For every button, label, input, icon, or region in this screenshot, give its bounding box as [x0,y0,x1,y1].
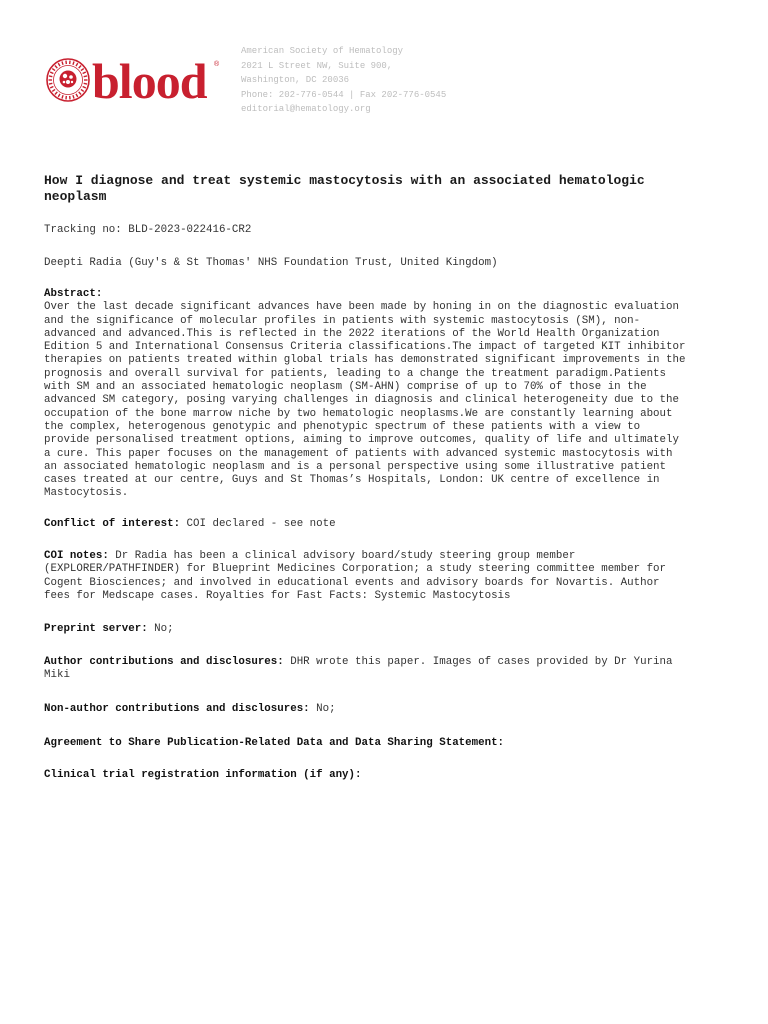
ring-lettering-mark [84,76,87,77]
preprint-value: No; [147,623,174,635]
coi-value: COI declared - see note [180,518,336,530]
clinical-trial-registration [44,769,734,782]
ring-lettering-mark [50,72,53,73]
ring-lettering-mark [76,94,78,97]
logo-wordmark: blood [92,53,207,108]
ring-lettering-mark [73,61,74,64]
abstract-line: advanced SM category, posing varying challenges in diagnosis and clinical heterogeneity due to the [44,394,679,407]
publisher-address [241,44,446,117]
title-line: neoplasm [44,189,107,204]
conflict-of-interest [44,518,734,531]
ring-lettering-mark [62,61,63,64]
ring-lettering-mark [50,87,53,88]
abstract-line: provide personalised treatment options, aiming to improve outcomes, quality of life and ultimately [44,434,679,447]
ring-lettering-mark [55,66,57,69]
abstract-line: and the significance of molecular profiles in patients with systemic mastocytosis (SM), non- [44,314,641,327]
contributions-first-line: DHR wrote this paper. Images of cases provided by Dr Yurina [283,656,673,668]
non-author-contributions [44,703,734,716]
abstract-body [44,301,734,500]
article-title [44,173,734,205]
ring-lettering-mark [49,83,52,84]
clinical-trial-label: Clinical trial registration information (if any): [44,769,362,781]
abstract-line: cases treated at our centre, Guys and St Thomas’s Hospitals, London: UK centre of excellence in [44,474,660,487]
address-line: Washington, DC 20036 [241,75,350,86]
blood-logo-icon [44,52,224,108]
coi-notes-line: Cogent Biosciences; and involved in educational events and advisory boards for Novartis. Author [44,576,660,589]
coi-notes-label: COI notes: [44,550,109,562]
non-author-label: Non-author contributions and disclosures: [44,703,310,715]
ring-lettering-mark [58,94,60,97]
address-email[interactable]: editorial@hematology.org [241,104,371,115]
preprint-server [44,623,734,636]
author-affiliation [44,257,734,270]
ring-lettering-mark [55,92,57,95]
author-text: Deepti Radia (Guy's & St Thomas' NHS Foundation Trust, United Kingdom) [44,257,498,269]
address-line: American Society of Hematology [241,46,404,56]
ring-lettering-mark [83,87,86,88]
tracking-number [44,224,734,237]
abstract-label: Abstract: [44,288,103,300]
coi-notes-line: (EXPLORER/PATHFINDER) for Blueprint Medicines Corporation; a study steering committee member for [44,563,667,576]
abstract-line: Mastocytosis. [44,487,129,500]
abstract-line: the complex, heterogenous genotypic and phenotypic spectrum of these patients with a view to [44,420,641,433]
registered-mark: ® [214,61,220,68]
non-author-value: No; [309,703,336,715]
address-line: Phone: 202-776-0544 | Fax 202-776-0545 [241,89,447,100]
address-line: 2021 L Street NW, Suite 900, [241,60,393,71]
author-contributions [44,656,734,683]
abstract-line: with SM and an associated hematologic neoplasm (SM-AHN) comprise of up to 70% of those in the [44,381,647,394]
preprint-label: Preprint server: [44,623,148,635]
ring-lettering-mark [58,63,60,66]
abstract-line: prognosis and overall survival for patients, leading to a change the treatment paradigm.Patients [44,367,667,380]
abstract-line: a cure. This paper focuses on the management of patients with advanced systemic mastocytosis with [44,447,673,460]
ring-lettering-mark [62,95,63,98]
abstract-line: Over the last decade significant advances have been made by honing in on the diagnostic evaluation [44,301,679,314]
coi-label: Conflict of interest: [44,518,181,530]
ring-lettering-mark [49,76,52,77]
ring-lettering-mark [76,63,78,66]
contributions-label: Author contributions and disclosures: [44,656,284,668]
ring-lettering-mark [83,72,86,73]
data-sharing-label: Agreement to Share Publication-Related Data and Data Sharing Statement: [44,737,505,749]
ring-lettering-mark [81,89,84,91]
ring-lettering-mark [79,92,81,95]
coi-notes-first-line: Dr Radia has been a clinical advisory board/study steering group member [108,550,576,562]
ring-lettering-mark [79,66,81,69]
abstract-section [44,288,734,501]
abstract-line: occupation of the bone marrow niche by two hematologic neoplasms.We are constantly learning about [44,407,673,420]
abstract-line: an associated hematologic neoplasm and is a personal perspective using some illustrative patient [44,460,667,473]
ring-lettering-mark [73,95,74,98]
abstract-line: advanced and advanced.This is reflected in the 2022 iterations of the World Health Organization [44,327,660,340]
contributions-line: Miki [44,669,70,682]
abstract-line: Edition 5 and International Consensus Criteria classifications.The impact of targeted KIT inhibitor [44,341,686,354]
coi-notes-line: fees for Medscape cases. Royalties for Fast Facts: Systemic Mastocytosis [44,589,511,602]
ring-lettering-mark [52,89,55,91]
blood-journal-logo [44,52,224,108]
data-sharing-statement [44,737,734,750]
coi-notes [44,550,734,603]
abstract-line: therapies on patients treated within global trials has demonstrated significant improvements in the [44,354,686,367]
ring-lettering-mark [84,83,87,84]
ring-lettering-mark [52,69,55,71]
ring-lettering-mark [81,69,84,71]
title-line: How I diagnose and treat systemic mastocytosis with an associated hematologic [44,173,645,188]
tracking-text: Tracking no: BLD-2023-022416-CR2 [44,224,252,236]
